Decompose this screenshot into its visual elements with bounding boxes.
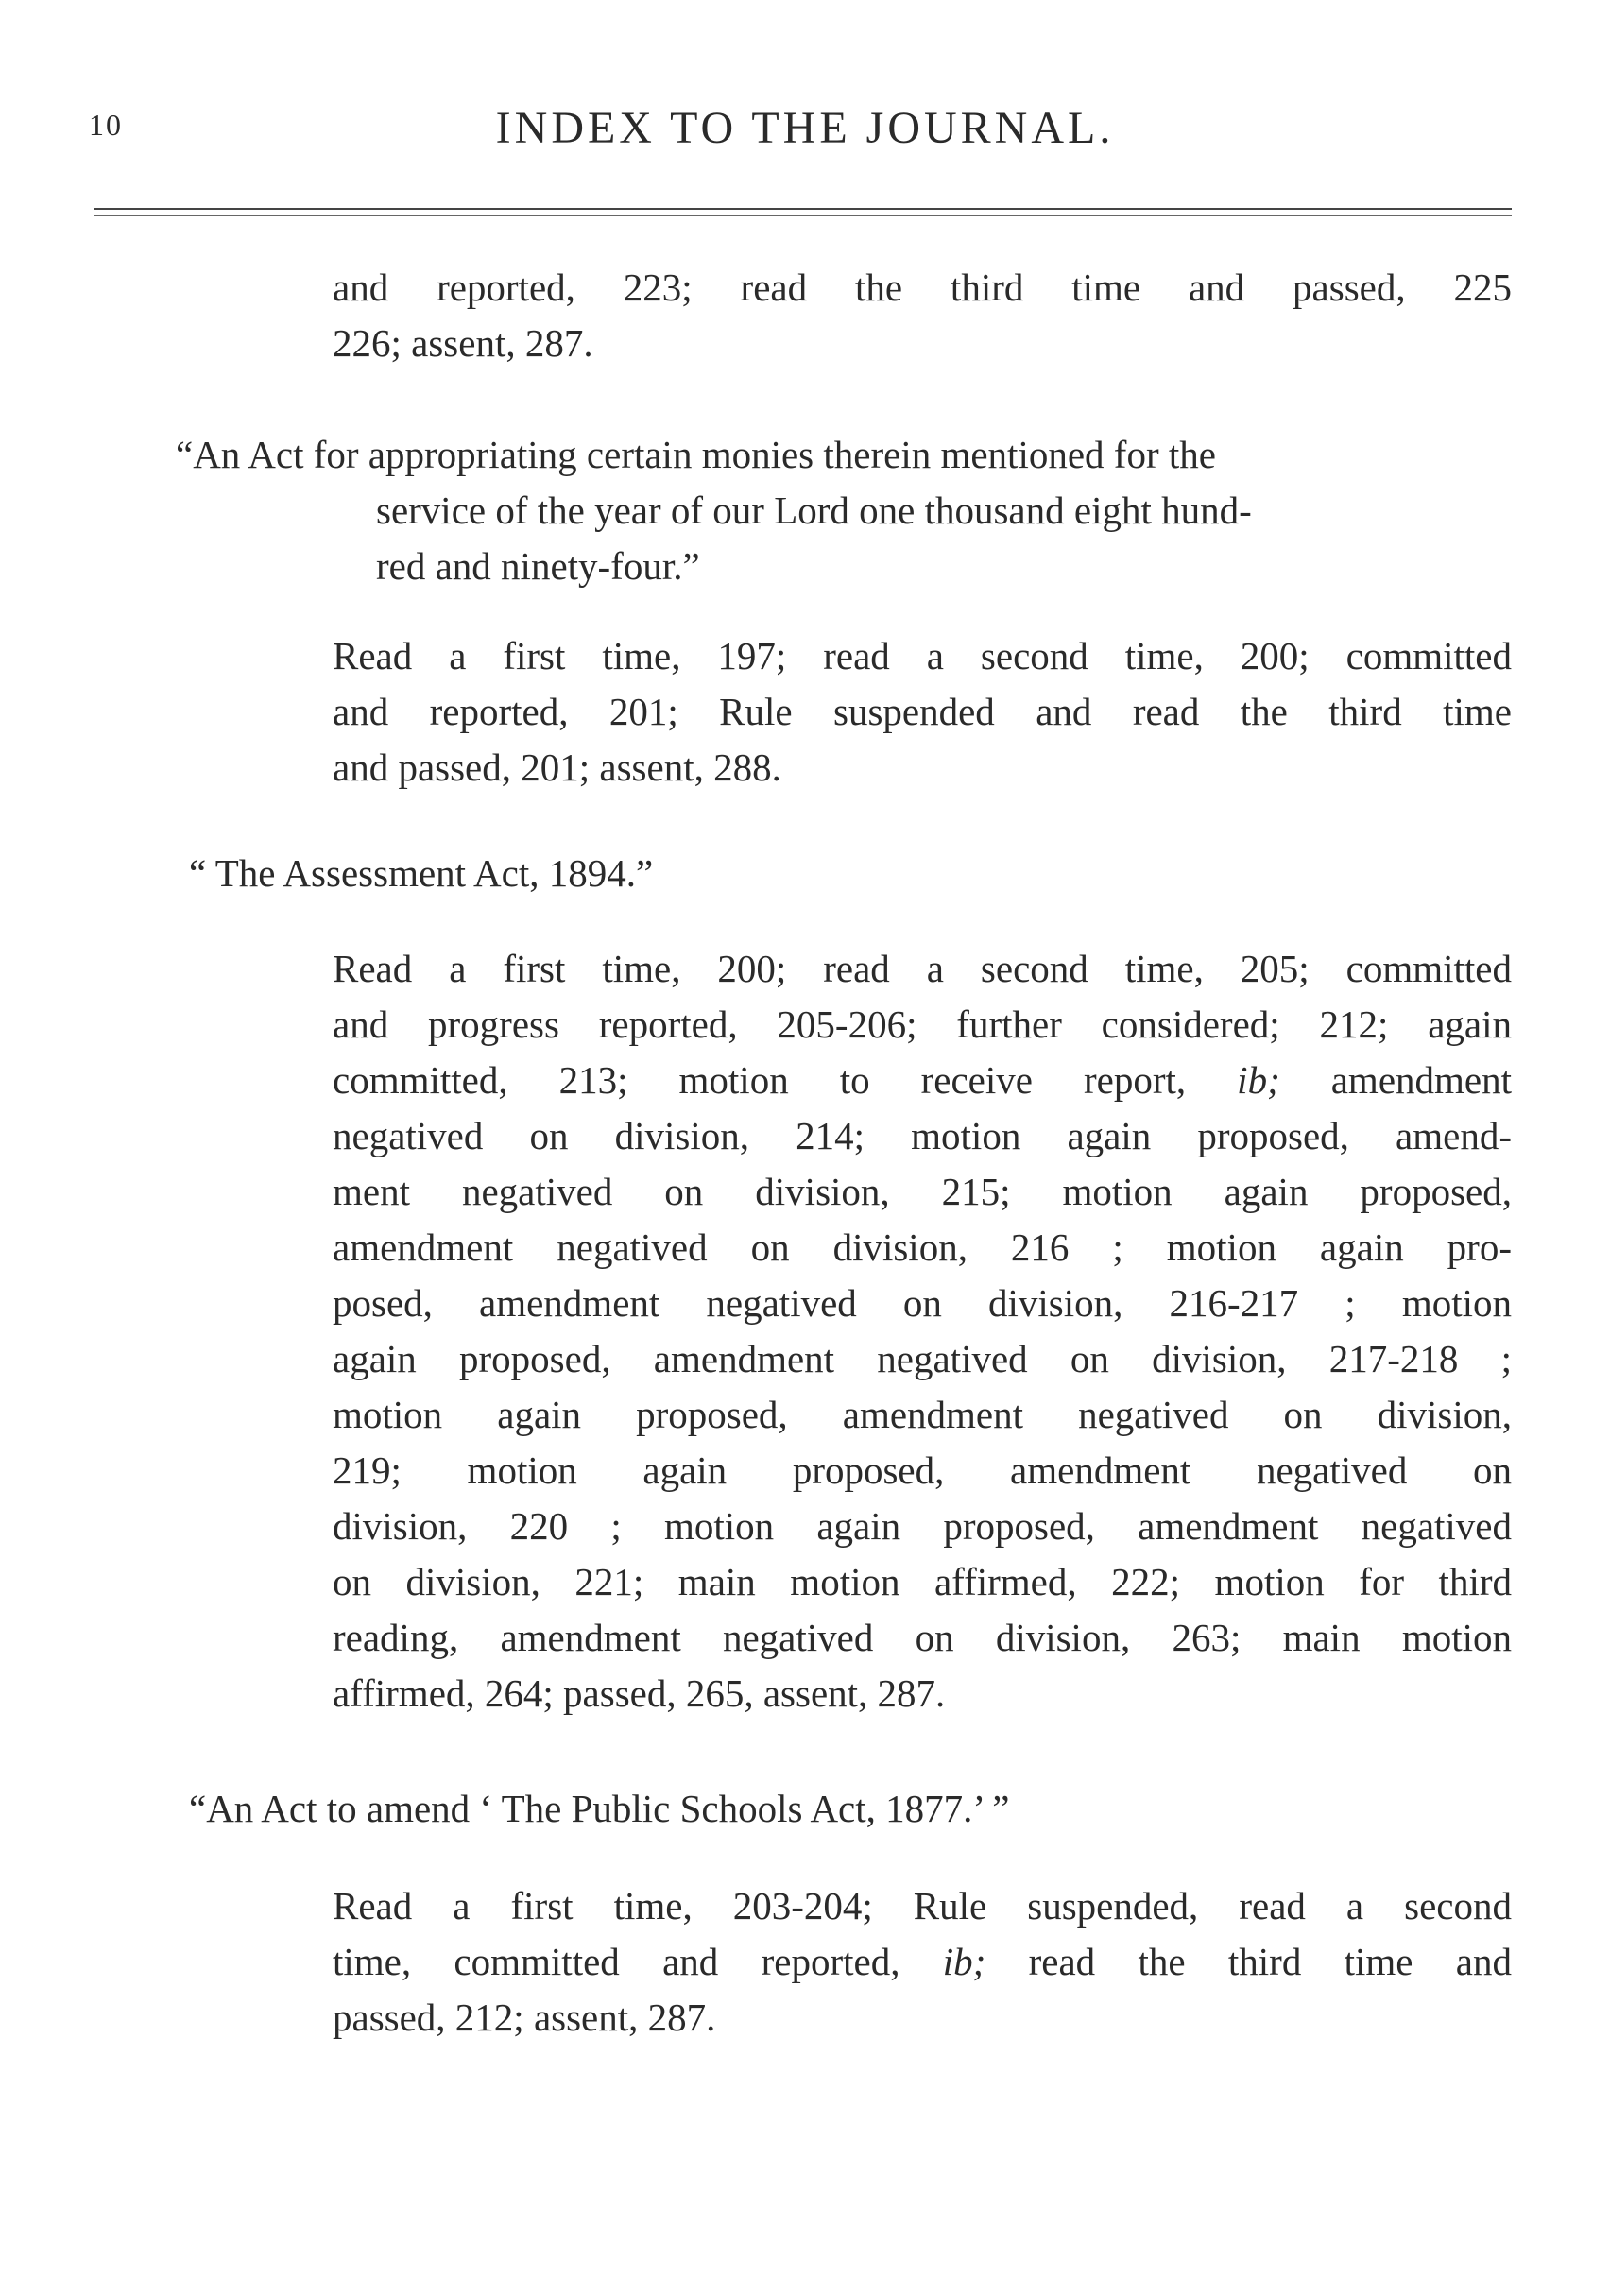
page-header [0, 102, 1610, 159]
text-line: again proposed, amendment negatived on division, 217-218 ; [333, 1337, 1512, 1380]
text-line: passed, 212; assent, 287. [333, 1996, 716, 2039]
text-line: service of the year of our Lord one thousand eight hund- [376, 488, 1252, 532]
text-line: time, committed and reported, ib; read the third time and [333, 1940, 1512, 1983]
text-line: and reported, 201; Rule suspended and read the third time [333, 690, 1512, 733]
text-line: and progress reported, 205-206; further considered; 212; again [333, 1002, 1512, 1046]
page-number: 10 [89, 108, 123, 142]
text-line: negatived on division, 214; motion again proposed, amend- [333, 1114, 1512, 1157]
ibidem-ref: ib; [1237, 1058, 1280, 1102]
entry-body [333, 941, 1512, 1722]
text-line: and reported, 223; read the third time and passed, 225 [333, 266, 1512, 309]
entry-title [189, 846, 1512, 901]
entry-continuation [333, 260, 1512, 371]
text-line: 219; motion again proposed, amendment negatived on [333, 1448, 1512, 1492]
entry-body [333, 628, 1512, 796]
text-line: on division, 221; main motion affirmed, 222; motion for third [333, 1560, 1512, 1603]
text-line: reading, amendment negatived on division, 263; main motion [333, 1616, 1512, 1659]
text-line: amendment negatived on division, 216 ; motion again pro- [333, 1225, 1512, 1269]
text-line: motion again proposed, amendment negatived on division, [333, 1393, 1512, 1436]
text-line: 226; assent, 287. [333, 321, 593, 365]
header-rule [94, 208, 1512, 216]
text-line: Read a first time, 200; read a second time, 205; committed [333, 947, 1512, 990]
running-head: INDEX TO THE JOURNAL. [495, 103, 1115, 153]
text-line: and passed, 201; assent, 288. [333, 745, 781, 789]
text-line: “ The Assessment Act, 1894.” [189, 851, 654, 895]
text-line: committed, 213; motion to receive report, ib; amendment [333, 1058, 1513, 1102]
text-line: Read a first time, 197; read a second time, 200; committed [333, 634, 1512, 677]
entry-title [176, 427, 1517, 594]
text-line: ment negatived on division, 215; motion again proposed, [333, 1170, 1512, 1213]
text-line: red and ninety-four.” [376, 544, 700, 588]
text-line: “An Act to amend ‘ The Public Schools Act, 1877.’ ” [189, 1787, 1010, 1830]
text-line: division, 220 ; motion again proposed, amendment negatived [333, 1504, 1512, 1548]
text-line: affirmed, 264; passed, 265, assent, 287. [333, 1671, 946, 1715]
text-line: “An Act for appropriating certain monies therein mentioned for the [176, 433, 1216, 476]
entry-body [333, 1878, 1512, 2046]
text-line: Read a first time, 203-204; Rule suspended, read a second [333, 1884, 1512, 1928]
ibidem-ref: ib; [942, 1940, 986, 1983]
entry-title [189, 1781, 1512, 1837]
text-line: posed, amendment negatived on division, 216-217 ; motion [333, 1281, 1512, 1325]
